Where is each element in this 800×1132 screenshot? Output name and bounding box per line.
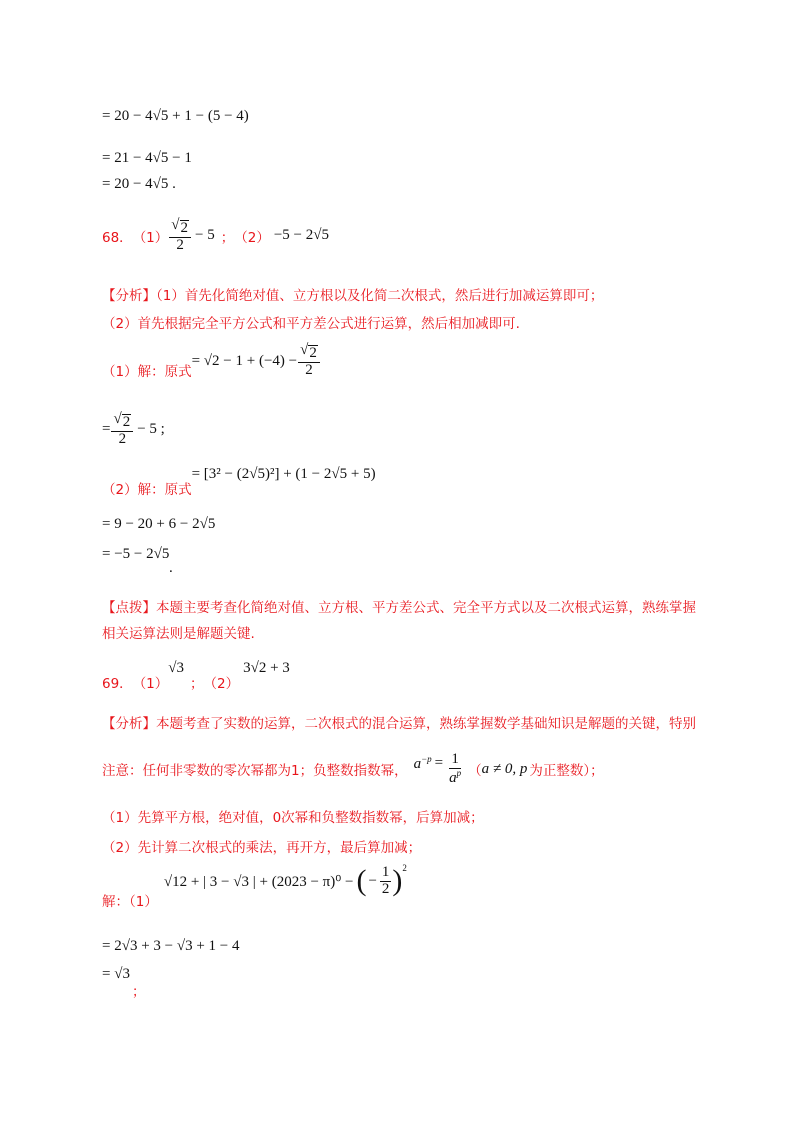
- q69-sol-line: [102, 862, 407, 910]
- q69-formula-fraction: [447, 752, 463, 787]
- q68-sol1-step-fraction: √ 2 2: [111, 412, 133, 448]
- q68-number: 68．: [102, 229, 133, 246]
- q69-sol-paren: ( − $\frac{1}{2}$ ) $^2$: [356, 862, 407, 897]
- q69-formula-den: $a^p$: [449, 767, 462, 786]
- q68-answer1-tail: − 5: [195, 227, 215, 244]
- q68-answer1-num: 2: [180, 220, 189, 236]
- q68-sol1-label: （1）解：原式: [102, 364, 192, 380]
- q68-analysis-line-1: 【分析】（1）首先化简绝对值、立方根以及化简二次根式，然后进行加减运算即可；: [102, 288, 604, 304]
- work-line-2: = 21 − 4√5 − 1: [102, 150, 192, 166]
- q69-step-line-2: （2）先计算二次根式的乘法，再开方，最后算加减；: [102, 840, 422, 856]
- q68-sol1-step-tail: − 5 ;: [137, 421, 165, 438]
- q68-sol2-expr: = [3² − (2√5)²] + (1 − 2√5 + 5): [191, 466, 376, 482]
- work-line-1: = 20 − 4√5 + 1 − (5 − 4): [102, 108, 249, 124]
- q68-analysis-line-2: （2）首先根据完全平方公式和平方差公式进行运算，然后相加减即可.: [102, 316, 520, 332]
- q69-sol-step-2-semicolon: ；: [131, 984, 146, 1000]
- q69-sol-paren-den: 2: [381, 880, 390, 897]
- q69-formula-eq: =: [434, 754, 444, 771]
- q68-sol2-step-2: = −5 − 2√5: [102, 546, 170, 562]
- q69-condition: a ≠ 0, p: [481, 760, 528, 777]
- q68-sol1-step-head: =: [102, 421, 111, 438]
- q68-sol1-step-den: 2: [118, 430, 127, 447]
- q69-analysis-line-2-prefix: 注意：任何非零数的零次幂都为1；负整数指数幂，: [102, 763, 408, 780]
- q68-sol2-step-2-dot: .: [169, 560, 173, 576]
- q68-comment-line-2: 相关运算法则是解题关键.: [102, 626, 255, 642]
- q69-part2-label: （2）: [203, 676, 240, 692]
- q68-answer2: −5 − 2√5: [273, 227, 329, 244]
- q68-sol1-line: [102, 342, 321, 380]
- q69-sol-paren-num: 1: [381, 863, 390, 880]
- q68-sol1-frac-num: 2: [309, 345, 317, 362]
- q68-sol1-expr-head: = √2 − 1 + (−4) −: [191, 352, 298, 369]
- q68-sol2-line: [102, 466, 376, 498]
- q69-analysis-line-2: [102, 752, 604, 787]
- q68-sol1-fraction: √ 2 2: [298, 343, 320, 379]
- q68-answer1-den: 2: [176, 236, 184, 253]
- q69-sol-step-2-line: [102, 966, 145, 1000]
- q69-sol-step-1: = 2√3 + 3 − √3 + 1 − 4: [102, 938, 240, 954]
- q69-formula-num: 1: [451, 751, 459, 767]
- q68-sol1-frac-den: 2: [305, 362, 313, 378]
- q69-step-line-1: （1）先算平方根，绝对值，0次幂和负整数指数幂，后算加减；: [102, 810, 484, 826]
- q69-analysis-line-1: 【分析】本题考查了实数的运算，二次根式的混合运算，熟练掌握数学基础知识是解题的关键，特别: [102, 716, 696, 732]
- q68-part1-label: （1）: [132, 229, 169, 246]
- q69-sol-label: 解：（1）: [102, 894, 158, 910]
- q68-sol1-step: [102, 412, 165, 448]
- q69-part1-label: （1）: [132, 676, 169, 692]
- q68-sol1-step-num: 2: [122, 414, 131, 430]
- q68-part2-label: （2）: [234, 229, 270, 246]
- q68-comment-line-1: 【点拨】本题主要考查化简绝对值、立方根、平方差公式、完全平方式以及二次根式运算，熟练掌握: [102, 600, 696, 616]
- q69-formula-lhs: $a^{-p}$: [413, 753, 432, 772]
- q69-suffix-b: 为正整数）；: [529, 763, 604, 780]
- q68-answer-line: [102, 218, 329, 254]
- work-line-3: = 20 − 4√5 .: [102, 176, 176, 192]
- q69-number: 69．: [102, 676, 133, 692]
- q69-answer2: 3√2 + 3: [243, 660, 290, 676]
- q68-separator: ；: [220, 229, 235, 246]
- q69-separator: ；: [190, 676, 204, 692]
- q68-sol2-label: （2）解：原式: [102, 482, 192, 498]
- q69-sol-expr: √12 + | 3 − √3 | + (2023 − π)⁰ −: [163, 873, 354, 890]
- q69-suffix-a: （: [468, 763, 482, 780]
- q69-sol-paren-exp: 2: [402, 862, 407, 873]
- q69-answer1: √3: [168, 660, 185, 676]
- q69-sol-step-2: = √3: [102, 966, 130, 982]
- q68-sol2-step-1: = 9 − 20 + 6 − 2√5: [102, 516, 216, 532]
- q68-answer1-fraction: √ 2 2: [169, 218, 191, 254]
- q69-answer-line: [102, 660, 290, 692]
